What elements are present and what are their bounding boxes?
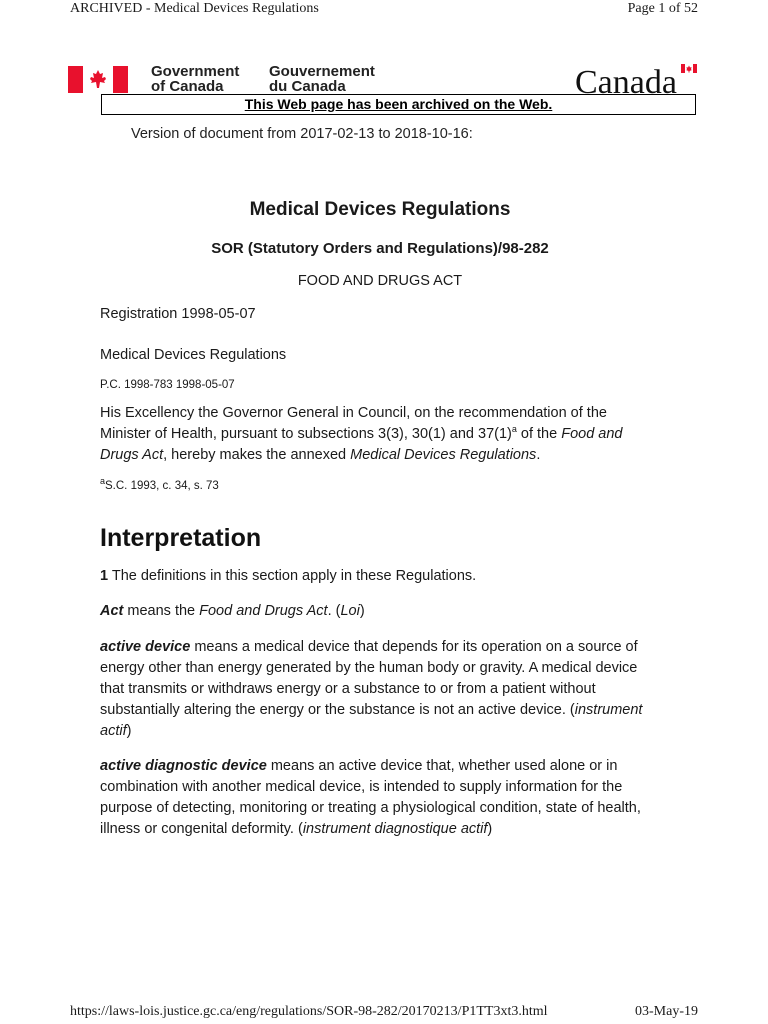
gov-name-fr: Gouvernement du Canada	[269, 63, 375, 95]
print-footer	[70, 1002, 698, 1024]
print-header-title: ARCHIVED - Medical Devices Regulations	[70, 1, 319, 16]
print-footer-url: https://laws-lois.justice.gc.ca/eng/regulations/SOR-98-282/20170213/P1TT3xt3.html	[70, 1004, 548, 1019]
version-line: Version of document from 2017-02-13 to 2018-10-16:	[131, 126, 473, 142]
pc-number: P.C. 1998-783 1998-05-07	[100, 379, 235, 391]
print-header	[70, 1, 698, 19]
canada-flag-icon	[68, 66, 128, 93]
print-header-page: Page 1 of 52	[627, 1, 698, 16]
section-heading: Interpretation	[100, 524, 262, 552]
section-1: 1 The definitions in this section apply in these Regulations.	[100, 568, 477, 584]
registration: Registration 1998-05-07	[100, 306, 256, 322]
document-act: FOOD AND DRUGS ACT	[297, 273, 463, 289]
act-link[interactable]: Food and Drugs Act	[100, 426, 623, 463]
gov-name-en: Government of Canada	[151, 63, 240, 95]
regulation-name: Medical Devices Regulations	[100, 347, 287, 363]
preamble: His Excellency the Governor General in Council, on the recommendation of the Minister of Health, pursuant to subsections 3(3), 30(1) and $37(1)^a$ of the Food and Drugs Act, hereby makes the annexed Medical Devices Regulations.	[100, 405, 623, 463]
definition-active-device: active device means a medical device that depends for its operation on a source of energy other than energy generated by the human body or gravity. A medical device that transmits or withdraws energy or a substance to or from a patient without substantially altering the energy or the substance is not an active device. (instrument actif)	[100, 639, 643, 739]
footnote: $^a$S.C. 1993, c. 34, s. 73	[100, 476, 219, 492]
definition-act: Act means the Food and Drugs Act. (Loi)	[100, 603, 365, 619]
document-sor: SOR (Statutory Orders and Regulations)/98-282	[211, 240, 549, 257]
gov-banner	[68, 62, 700, 94]
archive-notice-link[interactable]: This Web page has been archived on the Web.	[244, 96, 553, 112]
canada-wordmark-logo	[575, 62, 699, 96]
svg-text:Canada: Canada	[575, 64, 677, 96]
print-footer-date: 03-May-19	[635, 1004, 698, 1019]
document-title: Medical Devices Regulations	[249, 199, 511, 220]
archive-notice	[101, 94, 696, 115]
definition-active-diagnostic-device: active diagnostic device means an active device that, whether used alone or in combination with another medical device, is intended to supply information for the purpose of detecting, monitoring or treating a physiological condition, state of health, illness or congenital deformity. (instrument diagnostique actif)	[100, 758, 641, 837]
